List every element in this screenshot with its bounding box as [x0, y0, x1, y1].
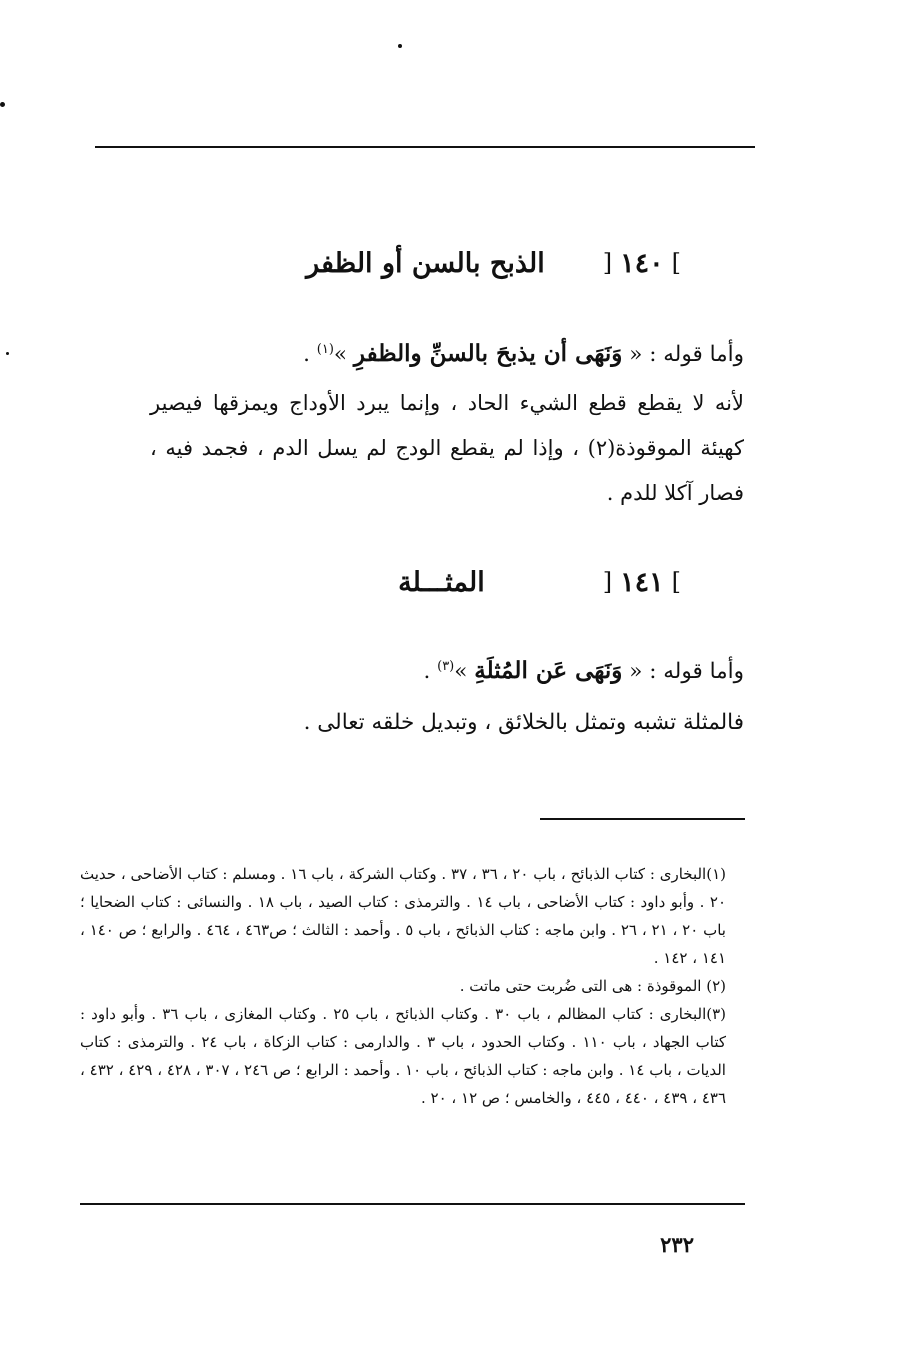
explanation-paragraph-1: لأنه لا يقطع قطع الشيء الحاد ، وإنما يبرد الأوداج ويمزقها فيصير كهيئة الموقوذة(٢) ، وإذا لم يقطع الودج لم يسل الدم ، فجمد فيه ، فصار آكلا للدم . — [150, 391, 744, 505]
section-number: ١٤١ — [620, 566, 664, 598]
footnote-2: (٢) الموقوذة : هى التى ضُربت حتى ماتت . — [459, 977, 726, 995]
scan-speck — [398, 44, 402, 48]
quote-end: . — [423, 659, 438, 685]
quote-lead: وأما قوله : « — [629, 342, 744, 368]
bracket-open: ] — [671, 568, 681, 596]
footnote-ref: (٣) — [437, 659, 455, 674]
scan-speck — [6, 352, 9, 355]
scan-speck — [0, 102, 5, 107]
quote-close: » — [454, 659, 468, 685]
section-number: ١٤٠ — [620, 247, 664, 279]
bracket-close: [ — [602, 249, 613, 277]
hadith-quote-1 — [80, 327, 744, 377]
footnote-ref: (١) — [316, 342, 334, 357]
hadith-quote-2 — [80, 644, 744, 694]
quote-text: وَنَهَى أن يذبحَ بالسنِّ والظفرِ — [353, 340, 623, 368]
bracket-open: ] — [671, 249, 681, 277]
footnotes — [80, 860, 726, 1112]
quote-text: وَنَهَى عَن المُثلَةِ — [474, 657, 623, 685]
quote-lead: وأما قوله : « — [629, 659, 744, 685]
section-title: الذبح بالسن أو الظفر — [306, 247, 545, 279]
quote-end: . — [303, 342, 317, 368]
page-number: ٢٣٢ — [660, 1232, 694, 1257]
footnote-separator — [540, 818, 745, 820]
footnote-1: (١)البخارى : كتاب الذبائح ، باب ٢٠ ، ٣٦ ، ٣٧ . وكتاب الشركة ، باب ١٦ . ومسلم : كتاب الأضاحى ، حديث ٢٠ . وأبو داود : كتاب الأضاحى ، باب ١٤ . والترمذى : كتاب الصيد ، باب ١٨ . والنسائى : كتاب الضحايا ؛ باب ٢٠ ، ٢١ ، ٢٦ . وابن ماجه : كتاب الذبائح ، باب ٥ . وأحمد : الثالث ؛ ص٤٦٣ ، ٤٦٤ . والرابع ؛ ص ١٤٠ ، ١٤١ ، ١٤٢ . — [80, 865, 727, 967]
footer-rule — [80, 1203, 745, 1205]
section-heading-140 — [306, 243, 689, 283]
section-heading-141 — [398, 562, 689, 602]
footnote-3: (٣)البخارى : كتاب المظالم ، باب ٣٠ . وكتاب الذبائح ، باب ٢٥ . وكتاب المغازى ، باب ٣٦ . وأبو داود : كتاب الجهاد ، باب ١١٠ . وكتاب الحدود ، باب ٣ . والدارمى : كتاب الزكاة ، باب ٢٤ . والترمذى : كتاب الديات ، باب ١٤ . وابن ماجه : كتاب الذبائح ، باب ١٠ . وأحمد : الرابع ؛ ص ٢٤٦ ، ٣٠٧ ، ٤٢٨ ، ٤٢٩ ، ٤٣٢ ، ٤٣٦ ، ٤٣٩ ، ٤٤٠ ، ٤٤٥ ، والخامس ؛ ص ١٢ ، ٢٠ . — [80, 1005, 727, 1107]
explanation-paragraph-2: فالمثلة تشبه وتمثل بالخلائق ، وتبديل خلقه تعالى . — [303, 710, 744, 735]
section-title: المثـــلة — [398, 566, 485, 598]
bracket-close: [ — [602, 568, 613, 596]
quote-close: » — [333, 342, 348, 368]
header-rule — [95, 146, 755, 148]
